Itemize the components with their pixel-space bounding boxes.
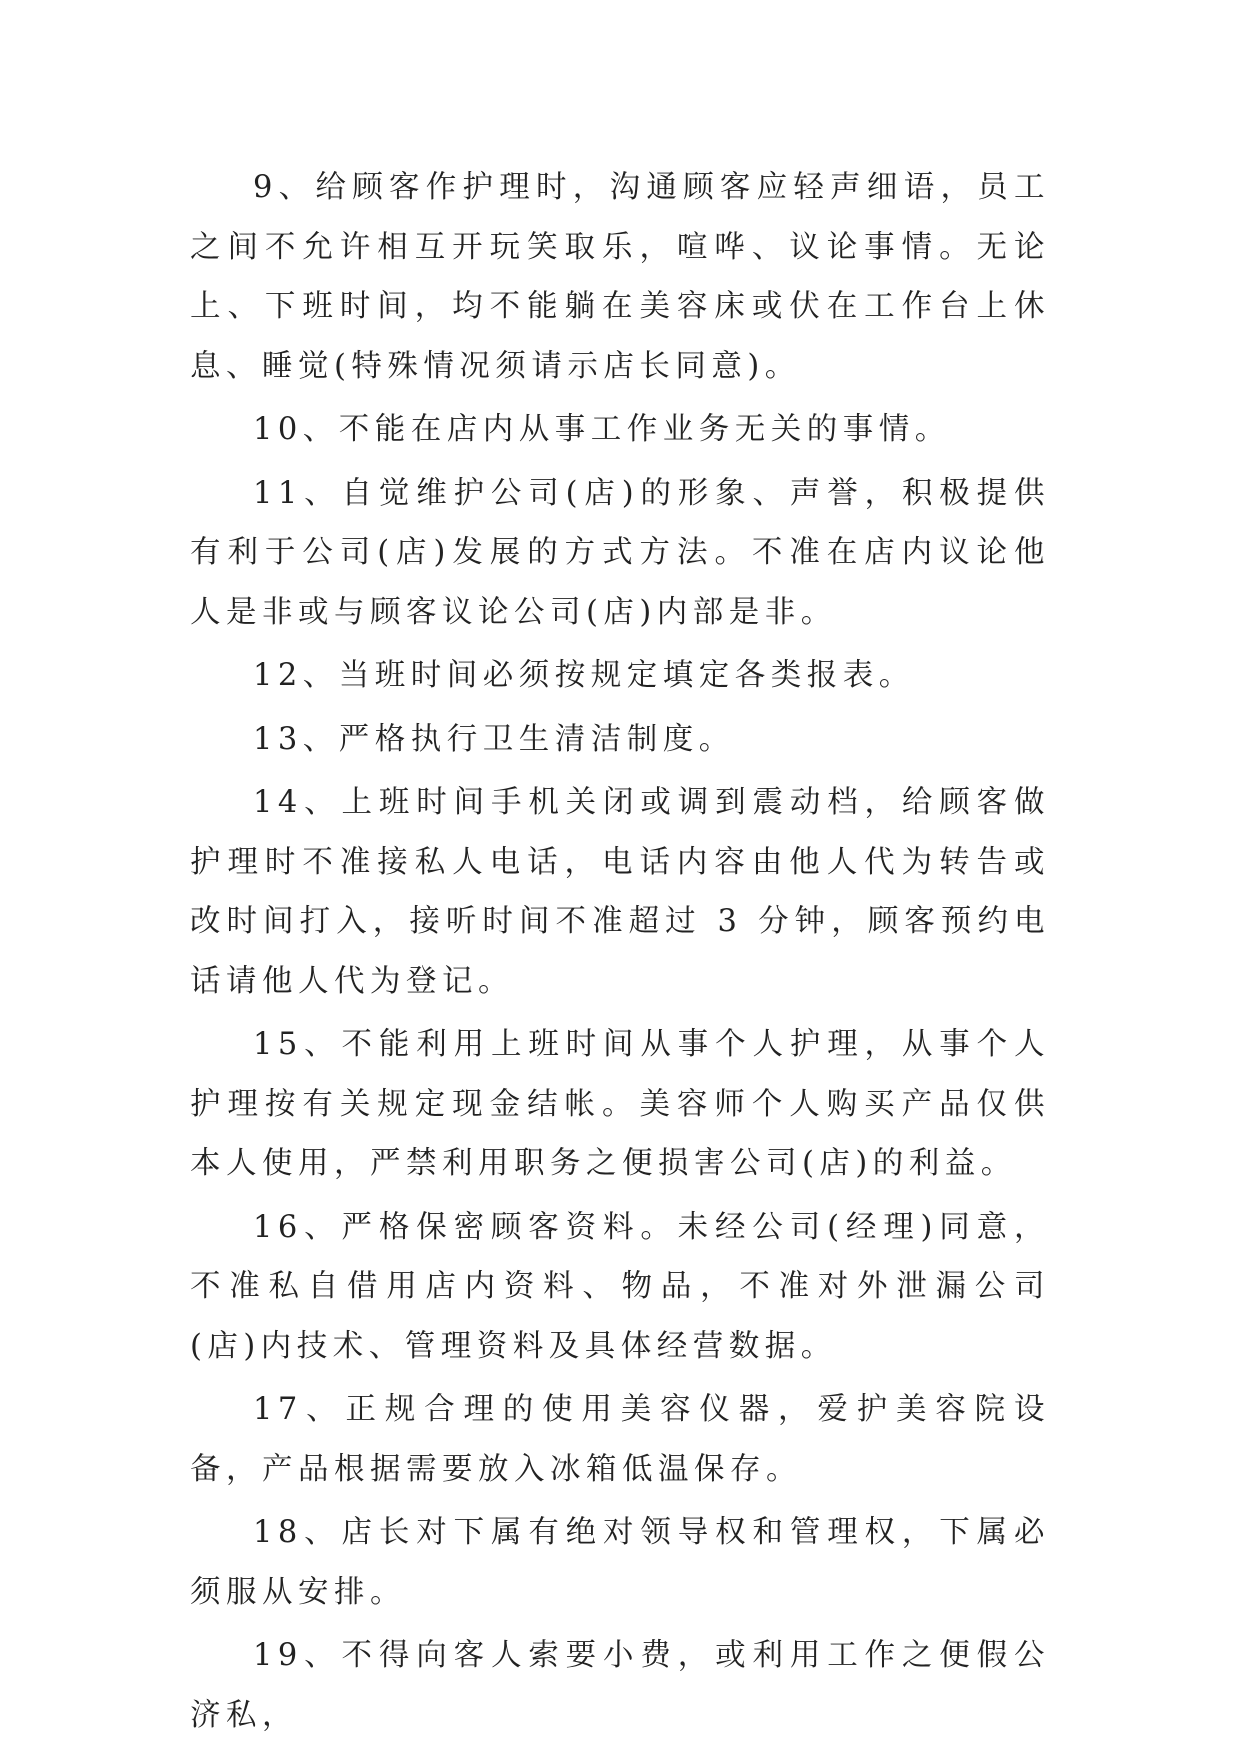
rule-paragraph-17: 17、正规合理的使用美容仪器，爱护美容院设备，产品根据需要放入冰箱低温保存。 xyxy=(190,1392,1050,1487)
rule-paragraph-15: 15、不能利用上班时间从事个人护理，从事个人护理按有关规定现金结帐。美容师个人购买产品仅供本人使用，严禁利用职务之便损害公司(店)的利益。 xyxy=(190,1027,1050,1181)
rule-paragraph-16: 16、严格保密顾客资料。未经公司(经理)同意，不准私自借用店内资料、物品，不准对外泄漏公司(店)内技术、管理资料及具体经营数据。 xyxy=(190,1209,1050,1364)
rule-paragraph-13: 13、严格执行卫生清洁制度。 xyxy=(253,721,735,757)
rule-paragraph-11: 11、自觉维护公司(店)的形象、声誉，积极提供有利于公司(店)发展的方式方法。不准在店内议论他人是非或与顾客议论公司(店)内部是非。 xyxy=(190,475,1050,630)
rule-paragraph-19: 19、不得向客人索要小费，或利用工作之便假公济私， xyxy=(190,1638,1050,1733)
rule-paragraph-12: 12、当班时间必须按规定填定各类报表。 xyxy=(253,658,915,693)
rule-paragraph-9: 9、给顾客作护理时，沟通顾客应轻声细语，员工之间不允许相互开玩笑取乐，喧哗、议论事情。无论上、下班时间，均不能躺在美容床或伏在工作台上休息、睡觉(特殊情况须请示店长同意)。 xyxy=(190,170,1050,384)
rule-paragraph-18: 18、店长对下属有绝对领导权和管理权，下属必须服从安排。 xyxy=(190,1515,1050,1610)
rule-paragraph-10: 10、不能在店内从事工作业务无关的事情。 xyxy=(253,412,951,447)
document-body xyxy=(190,158,1050,1749)
rule-paragraph-14: 14、上班时间手机关闭或调到震动档，给顾客做护理时不准接私人电话，电话内容由他人代为转告或改时间打入，接听时间不准超过 3 分钟，顾客预约电话请他人代为登记。 xyxy=(190,785,1050,999)
